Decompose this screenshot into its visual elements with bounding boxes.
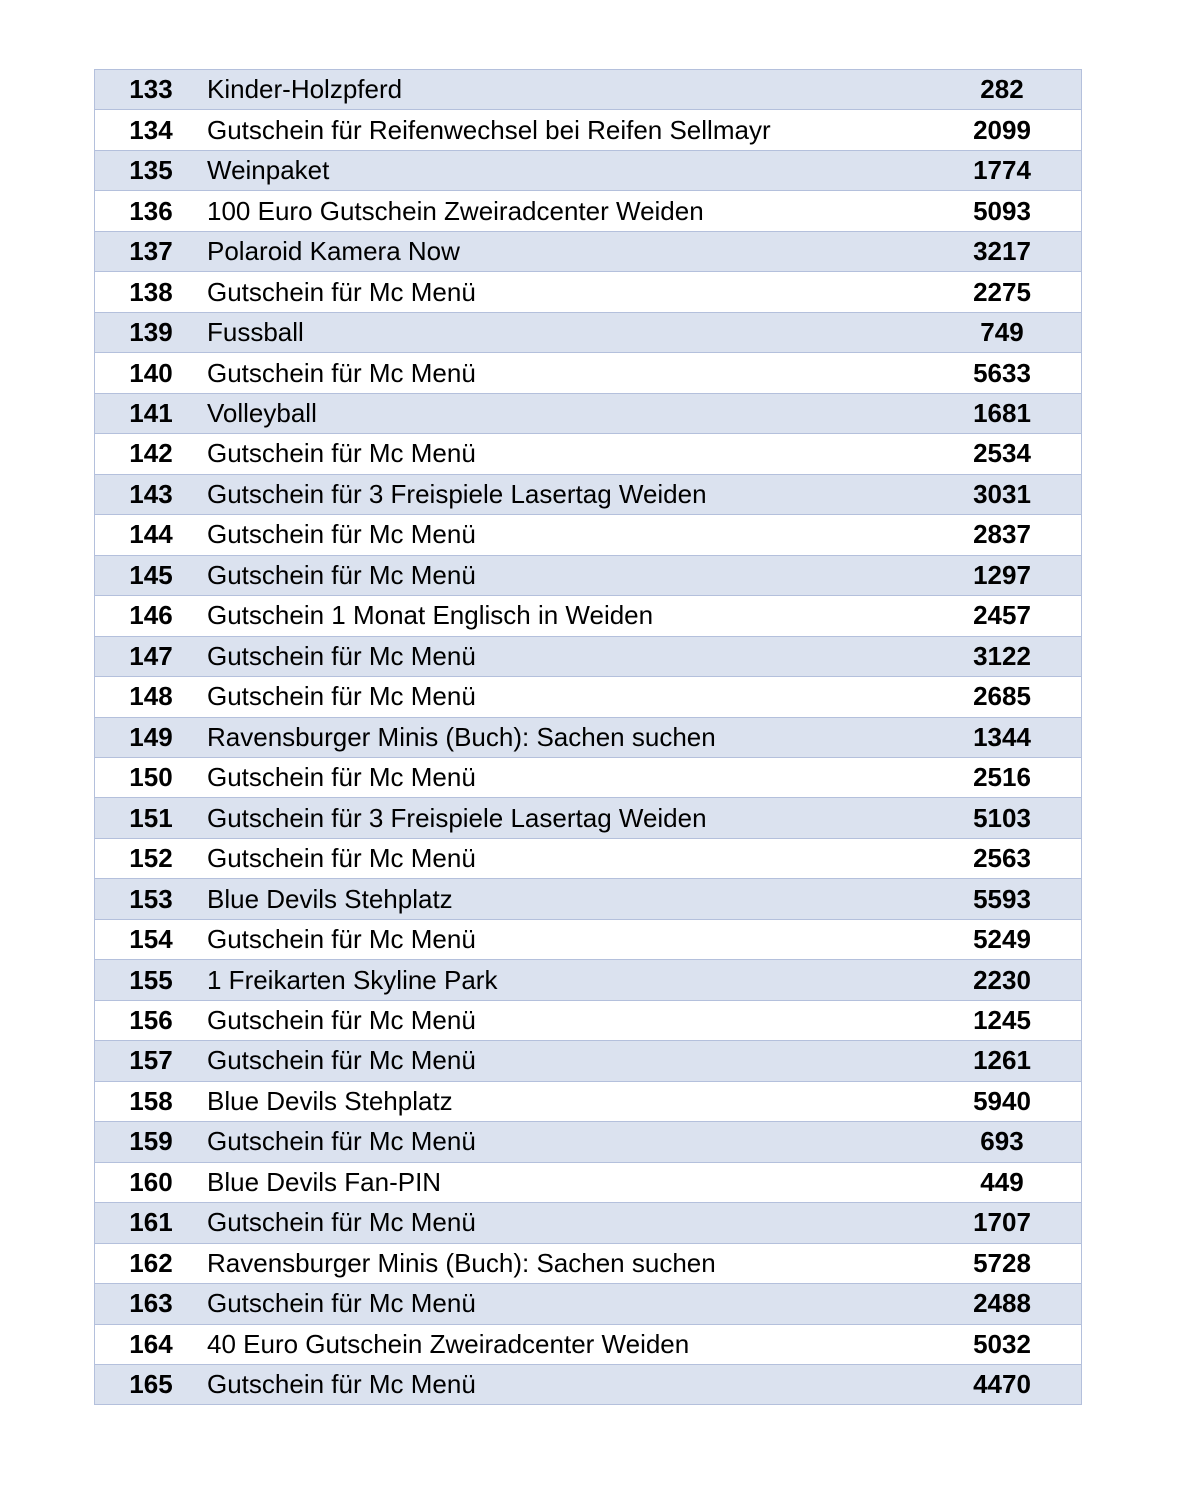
ticket-number: 2534 bbox=[973, 438, 1031, 469]
ticket-number: 2099 bbox=[973, 114, 1031, 145]
prize-number: 151 bbox=[129, 802, 173, 833]
prize-number: 152 bbox=[129, 843, 173, 874]
prize-table bbox=[94, 69, 1082, 1405]
ticket-number: 1774 bbox=[973, 155, 1031, 186]
prize-name: Gutschein für Mc Menü bbox=[207, 519, 476, 550]
prize-name: Ravensburger Minis (Buch): Sachen suchen bbox=[207, 1247, 716, 1278]
prize-number: 153 bbox=[129, 883, 173, 914]
ticket-number: 2488 bbox=[973, 1288, 1031, 1319]
table-row bbox=[95, 394, 1081, 434]
ticket-number: 2457 bbox=[973, 600, 1031, 631]
prize-name: Gutschein für Mc Menü bbox=[207, 843, 476, 874]
table-row bbox=[95, 313, 1081, 353]
prize-name: Gutschein für Mc Menü bbox=[207, 1126, 476, 1157]
table-row bbox=[95, 232, 1081, 272]
prize-name: Blue Devils Stehplatz bbox=[207, 1085, 453, 1116]
prize-number: 157 bbox=[129, 1045, 173, 1076]
table-row bbox=[95, 1244, 1081, 1284]
ticket-number: 1707 bbox=[973, 1207, 1031, 1238]
ticket-number: 5633 bbox=[973, 357, 1031, 388]
prize-number: 158 bbox=[129, 1085, 173, 1116]
prize-name: 100 Euro Gutschein Zweiradcenter Weiden bbox=[207, 195, 704, 226]
ticket-number: 2516 bbox=[973, 762, 1031, 793]
prize-name: 40 Euro Gutschein Zweiradcenter Weiden bbox=[207, 1328, 690, 1359]
prize-name: Weinpaket bbox=[207, 155, 330, 186]
ticket-number: 5940 bbox=[973, 1085, 1031, 1116]
prize-name: Gutschein für Reifenwechsel bei Reifen Sellmayr bbox=[207, 114, 771, 145]
prize-name: Gutschein für 3 Freispiele Lasertag Weiden bbox=[207, 478, 707, 509]
ticket-number: 1297 bbox=[973, 559, 1031, 590]
ticket-number: 1261 bbox=[973, 1045, 1031, 1076]
prize-number: 159 bbox=[129, 1126, 173, 1157]
prize-number: 134 bbox=[129, 114, 173, 145]
prize-number: 163 bbox=[129, 1288, 173, 1319]
ticket-number: 1245 bbox=[973, 1005, 1031, 1036]
table-row bbox=[95, 475, 1081, 515]
prize-number: 150 bbox=[129, 762, 173, 793]
prize-number: 135 bbox=[129, 155, 173, 186]
prize-name: Gutschein für Mc Menü bbox=[207, 1045, 476, 1076]
ticket-number: 5249 bbox=[973, 924, 1031, 955]
ticket-number: 1344 bbox=[973, 721, 1031, 752]
table-row bbox=[95, 1082, 1081, 1122]
table-row bbox=[95, 718, 1081, 758]
table-row bbox=[95, 637, 1081, 677]
table-row bbox=[95, 879, 1081, 919]
ticket-number: 2837 bbox=[973, 519, 1031, 550]
prize-name: Gutschein für Mc Menü bbox=[207, 276, 476, 307]
ticket-number: 5103 bbox=[973, 802, 1031, 833]
prize-number: 144 bbox=[129, 519, 173, 550]
prize-name: Gutschein 1 Monat Englisch in Weiden bbox=[207, 600, 654, 631]
ticket-number: 2563 bbox=[973, 843, 1031, 874]
table-row bbox=[95, 920, 1081, 960]
table-row bbox=[95, 839, 1081, 879]
prize-name: Ravensburger Minis (Buch): Sachen suchen bbox=[207, 721, 716, 752]
prize-number: 161 bbox=[129, 1207, 173, 1238]
ticket-number: 2685 bbox=[973, 681, 1031, 712]
table-row bbox=[95, 1001, 1081, 1041]
ticket-number: 3031 bbox=[973, 478, 1031, 509]
ticket-number: 693 bbox=[980, 1126, 1024, 1157]
table-row bbox=[95, 353, 1081, 393]
prize-name: Gutschein für Mc Menü bbox=[207, 640, 476, 671]
prize-name: Gutschein für Mc Menü bbox=[207, 681, 476, 712]
prize-name: Gutschein für Mc Menü bbox=[207, 1005, 476, 1036]
table-row bbox=[95, 1325, 1081, 1365]
table-row bbox=[95, 110, 1081, 150]
prize-number: 136 bbox=[129, 195, 173, 226]
table-row bbox=[95, 1122, 1081, 1162]
table-row bbox=[95, 515, 1081, 555]
ticket-number: 2275 bbox=[973, 276, 1031, 307]
table-row bbox=[95, 677, 1081, 717]
prize-name: Gutschein für Mc Menü bbox=[207, 924, 476, 955]
ticket-number: 282 bbox=[980, 74, 1024, 105]
table-row bbox=[95, 758, 1081, 798]
prize-number: 155 bbox=[129, 964, 173, 995]
prize-number: 137 bbox=[129, 236, 173, 267]
prize-number: 148 bbox=[129, 681, 173, 712]
prize-name: Blue Devils Stehplatz bbox=[207, 883, 453, 914]
prize-number: 149 bbox=[129, 721, 173, 752]
table-row bbox=[95, 556, 1081, 596]
table-row bbox=[95, 434, 1081, 474]
table-row bbox=[95, 1365, 1081, 1405]
prize-name: Polaroid Kamera Now bbox=[207, 236, 460, 267]
prize-number: 156 bbox=[129, 1005, 173, 1036]
prize-name: Gutschein für 3 Freispiele Lasertag Weiden bbox=[207, 802, 707, 833]
prize-number: 141 bbox=[129, 397, 173, 428]
ticket-number: 5593 bbox=[973, 883, 1031, 914]
prize-number: 160 bbox=[129, 1166, 173, 1197]
prize-number: 139 bbox=[129, 317, 173, 348]
prize-number: 146 bbox=[129, 600, 173, 631]
ticket-number: 749 bbox=[980, 317, 1024, 348]
prize-name: Blue Devils Fan-PIN bbox=[207, 1166, 442, 1197]
table-row bbox=[95, 798, 1081, 838]
table-row bbox=[95, 272, 1081, 312]
prize-name: Gutschein für Mc Menü bbox=[207, 1207, 476, 1238]
prize-name: Gutschein für Mc Menü bbox=[207, 559, 476, 590]
ticket-number: 3122 bbox=[973, 640, 1031, 671]
prize-number: 138 bbox=[129, 276, 173, 307]
prize-name: Fussball bbox=[207, 317, 304, 348]
prize-number: 162 bbox=[129, 1247, 173, 1278]
prize-name: 1 Freikarten Skyline Park bbox=[207, 964, 498, 995]
prize-name: Gutschein für Mc Menü bbox=[207, 762, 476, 793]
table-row bbox=[95, 1284, 1081, 1324]
ticket-number: 5093 bbox=[973, 195, 1031, 226]
prize-number: 142 bbox=[129, 438, 173, 469]
ticket-number: 449 bbox=[980, 1166, 1024, 1197]
table-row bbox=[95, 191, 1081, 231]
table-row bbox=[95, 1041, 1081, 1081]
prize-number: 145 bbox=[129, 559, 173, 590]
table-row bbox=[95, 151, 1081, 191]
ticket-number: 5032 bbox=[973, 1328, 1031, 1359]
ticket-number: 2230 bbox=[973, 964, 1031, 995]
ticket-number: 3217 bbox=[973, 236, 1031, 267]
prize-name: Gutschein für Mc Menü bbox=[207, 1369, 476, 1400]
table-row bbox=[95, 960, 1081, 1000]
prize-name: Gutschein für Mc Menü bbox=[207, 438, 476, 469]
prize-number: 165 bbox=[129, 1369, 173, 1400]
ticket-number: 5728 bbox=[973, 1247, 1031, 1278]
ticket-number: 4470 bbox=[973, 1369, 1031, 1400]
table-row bbox=[95, 596, 1081, 636]
prize-number: 147 bbox=[129, 640, 173, 671]
ticket-number: 1681 bbox=[973, 397, 1031, 428]
prize-number: 164 bbox=[129, 1328, 173, 1359]
prize-number: 133 bbox=[129, 74, 173, 105]
prize-name: Gutschein für Mc Menü bbox=[207, 357, 476, 388]
prize-name: Volleyball bbox=[207, 397, 317, 428]
prize-name: Kinder-Holzpferd bbox=[207, 74, 403, 105]
prize-number: 140 bbox=[129, 357, 173, 388]
prize-number: 143 bbox=[129, 478, 173, 509]
table-row bbox=[95, 1163, 1081, 1203]
prize-name: Gutschein für Mc Menü bbox=[207, 1288, 476, 1319]
table-row bbox=[95, 1203, 1081, 1243]
table-row bbox=[95, 70, 1081, 110]
prize-number: 154 bbox=[129, 924, 173, 955]
